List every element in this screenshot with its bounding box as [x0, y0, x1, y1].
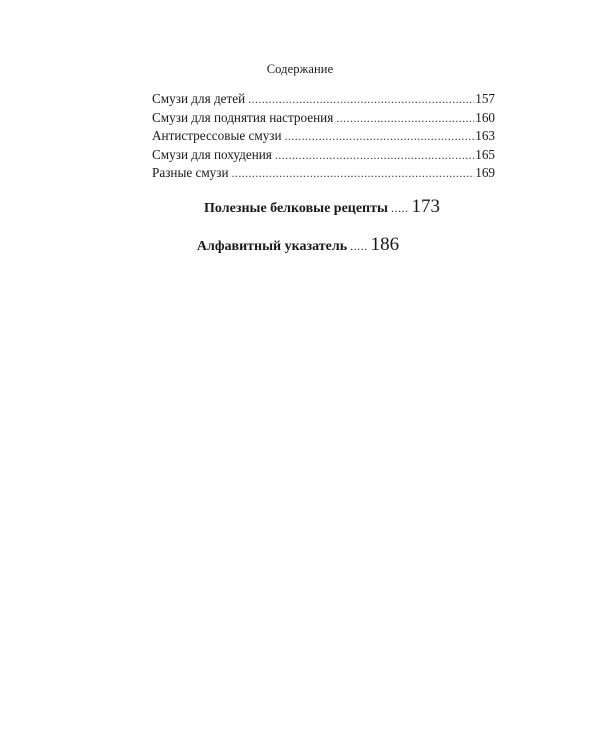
toc-entry-title: Смузи для детей [152, 91, 246, 106]
toc-entry-weightloss-smoothies [152, 146, 495, 165]
toc-section-index [0, 234, 598, 256]
section-title: Полезные белковые рецепты [204, 201, 388, 216]
toc-entry-page: 157 [475, 91, 495, 106]
section-page: 186 [370, 234, 400, 255]
running-head: Содержание [266, 62, 334, 76]
toc-entry-antistress-smoothies [152, 127, 495, 146]
section-dot-leader: ..... [390, 201, 409, 215]
toc-entry-kids-smoothies [152, 90, 495, 109]
section-page: 173 [411, 196, 440, 217]
section-title: Алфавитный указатель [196, 239, 348, 254]
toc-entry-title: Разные смузи [152, 165, 229, 181]
toc-entry-mood-smoothies [152, 109, 495, 128]
toc-entry-title: Смузи для похудения [152, 146, 272, 162]
dot-leader [285, 127, 475, 146]
toc-entry-page: 169 [475, 165, 495, 181]
dot-leader [275, 146, 474, 165]
toc-entry-page: 160 [475, 109, 495, 125]
toc-entry-misc-smoothies [152, 164, 495, 183]
section-dot-leader: ..... [350, 239, 368, 253]
toc-entry-page: 165 [475, 146, 495, 162]
toc-list [152, 90, 495, 183]
dot-leader [232, 164, 475, 183]
toc-entry-title: Смузи для поднятия настроения [152, 109, 334, 125]
dot-leader [248, 90, 474, 109]
toc-section-protein-recipes [22, 196, 600, 218]
toc-entry-title: Антистрессовые смузи [152, 128, 282, 144]
toc-entry-page: 163 [475, 128, 495, 144]
dot-leader [336, 109, 474, 128]
